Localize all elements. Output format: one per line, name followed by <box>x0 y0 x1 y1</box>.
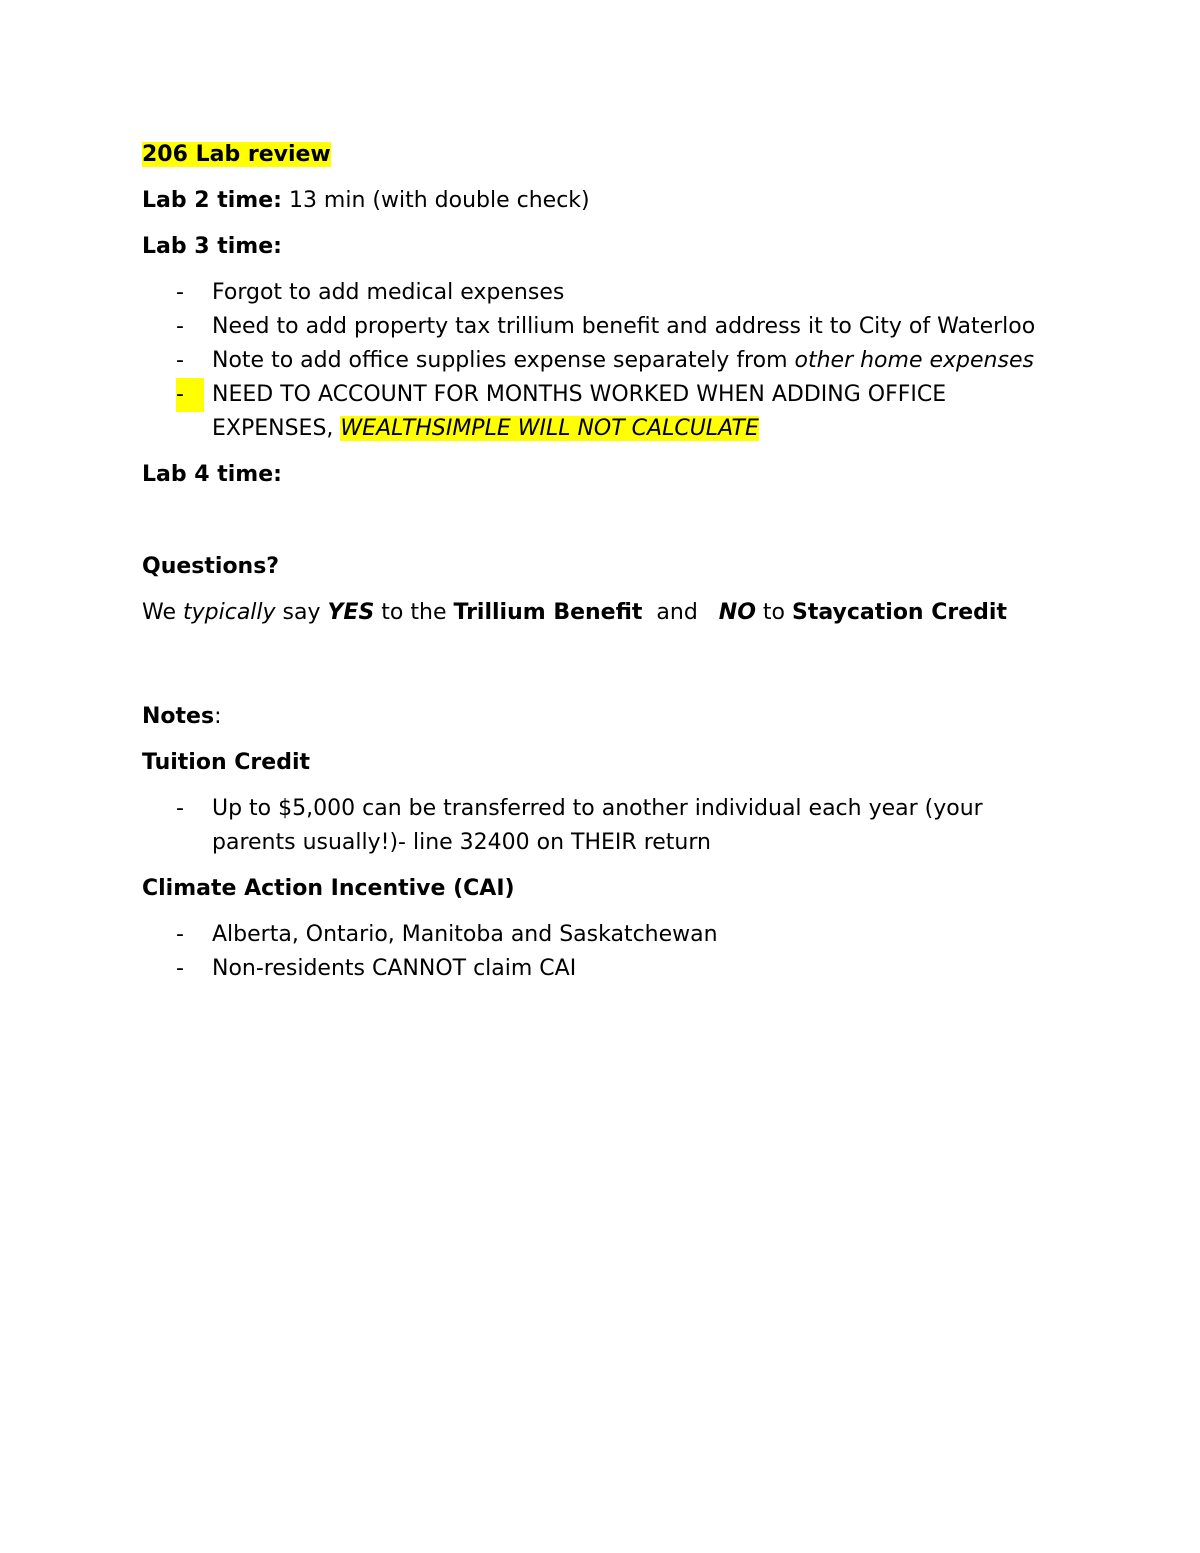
lab3-item-text: NEED TO ACCOUNT FOR MONTHS WORKED WHEN ADDING OFFICE EXPENSES, <box>212 382 947 441</box>
sentence-trillium: Trillium Benefit <box>453 600 643 625</box>
list-item <box>142 378 1062 446</box>
title-text: 206 Lab review <box>142 142 331 167</box>
lab3-item-text: Forgot to add medical expenses <box>212 280 565 305</box>
notes-heading-text: Notes <box>142 704 215 729</box>
lab3-line <box>142 230 1062 264</box>
lab3-item-text: Note to add office supplies expense separately from <box>212 348 795 373</box>
climate-item-text: Non-residents CANNOT claim CAI <box>212 956 577 981</box>
lab3-item-text: Need to add property tax trillium benefit and address it to City of Waterloo <box>212 314 1036 339</box>
questions-heading-text: Questions? <box>142 554 280 579</box>
dash-bullet: - <box>176 314 184 339</box>
dash-bullet: - <box>176 956 184 981</box>
lab2-value: 13 min (with double check) <box>281 188 590 213</box>
sentence-word: and <box>642 600 719 625</box>
spacer <box>142 642 1062 700</box>
tuition-item-text: Up to $5,000 can be transferred to another individual each year (your parents usually!)- line 32400 on THEIR return <box>212 796 983 855</box>
tuition-heading <box>142 746 1062 780</box>
questions-heading <box>142 550 1062 584</box>
sentence-word: We <box>142 600 183 625</box>
lab2-label: Lab 2 time: <box>142 188 282 213</box>
list-item <box>142 792 1062 860</box>
dash-bullet: - <box>176 348 184 373</box>
list-item <box>142 344 1062 378</box>
sentence-yes: YES <box>327 600 375 625</box>
notes-colon: : <box>214 704 222 729</box>
dash-bullet: - <box>176 280 184 305</box>
document-title <box>142 138 1062 172</box>
lab4-label: Lab 4 time: <box>142 462 282 487</box>
climate-item-text: Alberta, Ontario, Manitoba and Saskatchewan <box>212 922 718 947</box>
dash-bullet-highlighted: - <box>176 378 204 412</box>
questions-sentence <box>142 596 1062 630</box>
dash-bullet: - <box>176 796 184 821</box>
tuition-list <box>142 792 1062 860</box>
notes-heading <box>142 700 1062 734</box>
sentence-word-italic: typically <box>183 600 276 625</box>
list-item <box>142 918 1062 952</box>
climate-list <box>142 918 1062 986</box>
lab3-item-highlight: WEALTHSIMPLE WILL NOT CALCULATE <box>340 416 759 441</box>
lab2-line <box>142 184 1062 218</box>
sentence-word: to <box>755 600 792 625</box>
lab4-line <box>142 458 1062 492</box>
sentence-word: say <box>275 600 328 625</box>
climate-heading-text: Climate Action Incentive (CAI) <box>142 876 515 901</box>
sentence-staycation: Staycation Credit <box>792 600 1007 625</box>
lab3-list <box>142 276 1062 446</box>
lab3-item-italic: other home expenses <box>794 348 1034 373</box>
list-item <box>142 276 1062 310</box>
climate-heading <box>142 872 1062 906</box>
list-item <box>142 952 1062 986</box>
document-page <box>142 138 1062 998</box>
tuition-heading-text: Tuition Credit <box>142 750 311 775</box>
list-item <box>142 310 1062 344</box>
lab3-label: Lab 3 time: <box>142 234 282 259</box>
dash-bullet: - <box>176 922 184 947</box>
sentence-word: to the <box>374 600 454 625</box>
spacer <box>142 504 1062 550</box>
sentence-no: NO <box>718 600 756 625</box>
